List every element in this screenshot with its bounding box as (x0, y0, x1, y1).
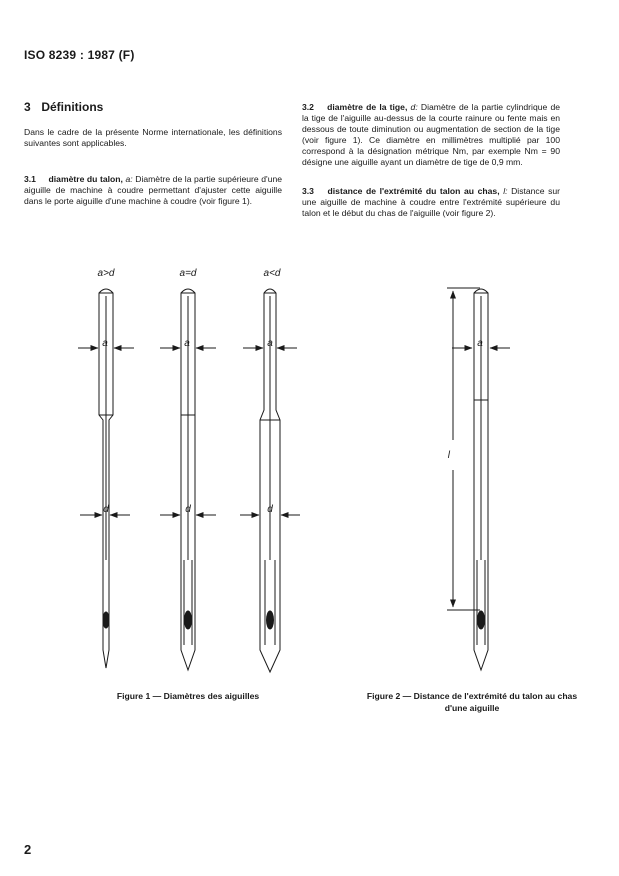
standard-header: ISO 8239 : 1987 (F) (24, 48, 135, 62)
section-number: 3 (24, 100, 31, 114)
def-number: 3.2 (302, 102, 314, 112)
def-text: Diamètre de la partie supérieure d'une aiguille de machine à coudre permettant d'ajuster cette aiguille dans le porte aiguille d'une machine à coudre (voir figure 1). (24, 174, 283, 206)
page-number: 2 (24, 842, 32, 857)
dim-d-label: d (185, 504, 191, 515)
dim-a-label: a (102, 338, 108, 349)
def-text: Diamètre de la partie cylindrique de la tige de l'aiguille au-dessus de la courte rainure ou fente mais en dessous de toute diminution ou augmentation de section de la tige (voir figure 1). Ce diamètre en millimètres multiplié par 100 correspond à la désignation métrique Nm, par exemple Nm = 90 désigne une aiguille ayant un diamètre de tige de 0,9 mm. (302, 102, 561, 167)
dim-d-label: d (103, 504, 109, 515)
def-symbol: l: (503, 186, 508, 196)
dim-a-label: a (477, 338, 483, 349)
def-term: distance de l'extrémité du talon au chas, (327, 186, 500, 196)
needle-label-a-eq-d: a=d (179, 268, 197, 279)
dim-a-label: a (267, 338, 273, 349)
def-symbol: d: (410, 102, 418, 112)
intro-paragraph: Dans le cadre de la présente Norme internationale, les définitions suivantes sont applicables. (24, 127, 282, 148)
figure1-caption: Figure 1 — Diamètres des aiguilles (116, 691, 260, 701)
needle-label-a-gt-d: a>d (97, 268, 115, 279)
dim-l-label: l (447, 450, 450, 461)
def-term: diamètre du talon, (48, 174, 123, 184)
def-number: 3.1 (24, 174, 36, 184)
needle-label-a-lt-d: a<d (263, 268, 281, 279)
dim-a-label: a (184, 338, 190, 349)
def-symbol: a: (125, 174, 133, 184)
section-title: Définitions (41, 100, 104, 114)
def-term: diamètre de la tige, (327, 102, 408, 112)
def-number: 3.3 (302, 186, 314, 196)
def-text: Distance sur une aiguille de machine à coudre entre l'extrémité supérieure du talon et le début du chas de l'aiguille (voir figure 2). (302, 186, 561, 218)
figure2-caption: Figure 2 — Distance de l'extrémité du talon au chas d'une aiguille (366, 691, 578, 713)
dim-d-label: d (267, 504, 273, 515)
